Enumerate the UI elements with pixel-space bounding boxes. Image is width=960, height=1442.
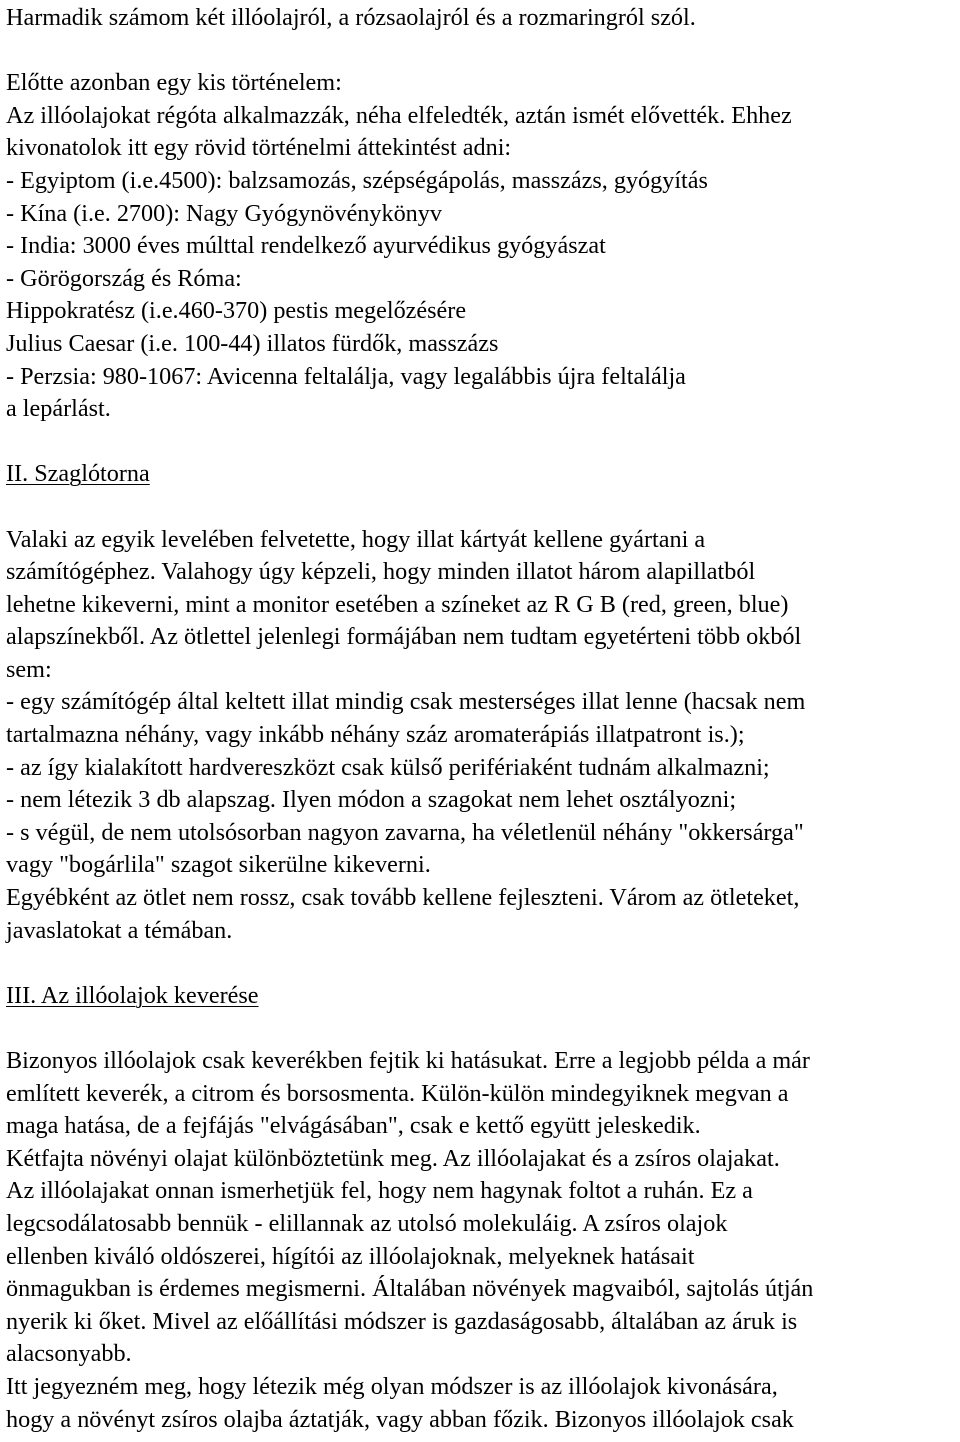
body-line: hogy a növényt zsíros olajba áztatják, vagy abban főzik. Bizonyos illóolajok csak — [6, 1405, 794, 1433]
body-line: Itt jegyezném meg, hogy létezik még olyan módszer is az illóolajok kivonására, — [6, 1372, 778, 1400]
body-line: legcsodálatosabb bennük - elillannak az utolsó molekuláig. A zsíros olajok — [6, 1209, 728, 1237]
body-line: - s végül, de nem utolsósorban nagyon zavarna, ha véletlenül néhány "okkersárga" — [6, 818, 804, 846]
body-line: - egy számítógép által keltett illat mindig csak mesterséges illat lenne (hacsak nem — [6, 688, 806, 716]
history-line: Az illóolajokat régóta alkalmazzák, néha elfeledték, aztán ismét elővették. Ehhez — [6, 101, 792, 129]
body-line: Bizonyos illóolajok csak keverékben fejtik ki hatásukat. Erre a legjobb példa a már — [6, 1047, 810, 1074]
body-line: nyerik ki őket. Mivel az előállítási módszer is gazdaságosabb, általában az áruk is — [6, 1307, 798, 1335]
body-line: - nem létezik 3 db alapszag. Ilyen módon a szagokat nem lehet osztályozni; — [6, 786, 737, 814]
section-heading: III. Az illóolajok keverése — [6, 981, 259, 1009]
body-line: alapszínekből. Az ötlettel jelenlegi formájában nem tudtam egyetérteni több okból — [6, 623, 802, 651]
intro-line: Harmadik számom két illóolajról, a rózsaolajról és a rozmaringról szól. — [6, 4, 696, 31]
history-line: - Görögország és Róma: — [6, 264, 242, 292]
body-line: Egyébként az ötlet nem rossz, csak tovább kellene fejleszteni. Várom az ötleteket, — [6, 884, 800, 912]
paragraph-gap — [6, 35, 956, 68]
body-line: javaslatokat a témában. — [6, 916, 233, 944]
history-line: - Perzsia: 980-1067: Avicenna feltalálja, vagy legalábbis újra feltalálja — [6, 362, 686, 390]
body-line: Valaki az egyik levelében felvetette, hogy illat kártyát kellene gyártani a — [6, 525, 706, 553]
section-heading: II. Szaglótorna — [6, 460, 150, 488]
body-line: említett keverék, a citrom és borsosmenta. Külön-külön mindegyiknek megvan a — [6, 1079, 789, 1107]
body-line: ellenben kiváló oldószerei, hígítói az illóolajoknak, melyeknek hatásait — [6, 1242, 695, 1270]
body-line: vagy "bogárlila" szagot sikerülne kikeverni. — [6, 851, 431, 879]
body-line: maga hatása, de a fejfájás "elvágásában", csak e kettő együtt jeleskedik. — [6, 1112, 701, 1140]
history-line: - India: 3000 éves múlttal rendelkező ayurvédikus gyógyászat — [6, 232, 606, 260]
body-line: Kétfajta növényi olajat különböztetünk meg. Az illóolajakat és a zsíros olajakat. — [6, 1144, 780, 1172]
history-line: Julius Caesar (i.e. 100-44) illatos fürdők, masszázs — [6, 329, 499, 357]
body-line: lehetne kikeverni, mint a monitor esetében a színeket az R G B (red, green, blue) — [6, 590, 789, 618]
body-line: Az illóolajakat onnan ismerhetjük fel, hogy nem hagynak foltot a ruhán. Ez a — [6, 1177, 753, 1205]
history-line: - Kína (i.e. 2700): Nagy Gyógynövénykönyv — [6, 199, 442, 227]
paragraph-gap — [6, 491, 956, 524]
body-line: tartalmazna néhány, vagy inkább néhány száz aromaterápiás illatpatront is.); — [6, 721, 745, 749]
document-page — [6, 2, 956, 1436]
history-line: Előtte azonban egy kis történelem: — [6, 69, 342, 97]
body-line: sem: — [6, 655, 52, 683]
body-line: számítógéphez. Valahogy úgy képzeli, hogy minden illatot három alapillatból — [6, 558, 756, 586]
history-line: kivonatolok itt egy rövid történelmi áttekintést adni: — [6, 134, 512, 162]
body-line: alacsonyabb. — [6, 1340, 132, 1368]
paragraph-gap — [6, 947, 956, 980]
body-line: önmagukban is érdemes megismerni. Általában növények magvaiból, sajtolás útján — [6, 1275, 814, 1303]
paragraph-gap — [6, 426, 956, 459]
section-illoolajok-keverese — [6, 980, 956, 1436]
paragraph-gap — [6, 1012, 956, 1045]
history-line: a lepárlást. — [6, 395, 111, 423]
history-line: - Egyiptom (i.e.4500): balzsamozás, szépségápolás, masszázs, gyógyítás — [6, 166, 708, 194]
history-section — [6, 67, 956, 426]
history-line: Hippokratész (i.e.460-370) pestis megelőzésére — [6, 297, 467, 325]
body-line: - az így kialakított hardvereszközt csak külső perifériaként tudnám alkalmazni; — [6, 753, 770, 781]
section-szaglotorna — [6, 458, 956, 947]
